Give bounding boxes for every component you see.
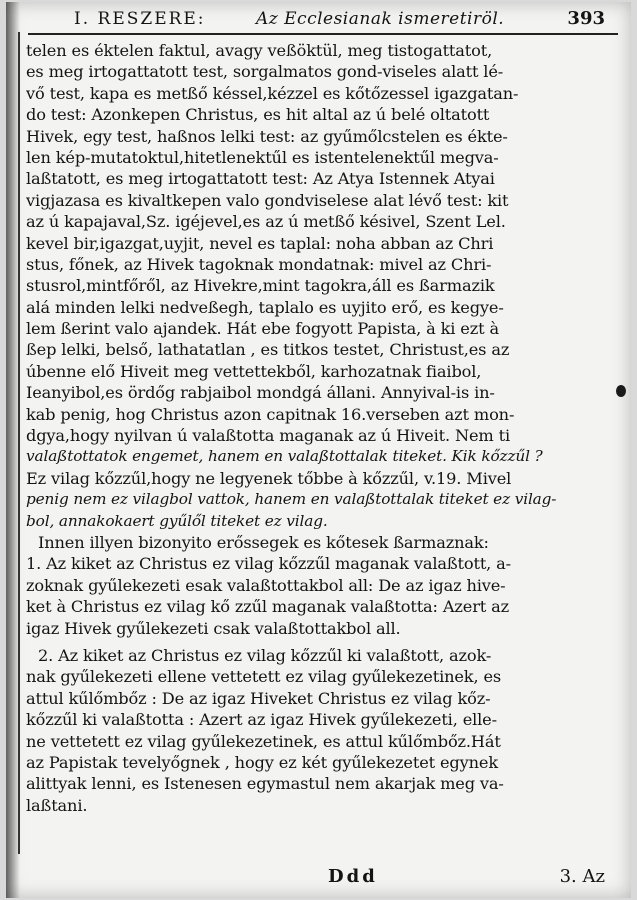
body-text xyxy=(26,40,618,816)
text-line: 1. Az kiket az Christus ez vilag kőzzűl maganak valaßtott, a- xyxy=(26,554,511,574)
signature-mark: Ddd xyxy=(328,866,378,887)
text-line: stusrol,mintfőről, az Hivekre,mint tagokra,áll es ßarmazik xyxy=(26,276,495,296)
text-line: len kép-mutatoktul,hitetlenektűl es istentelenektűl megva- xyxy=(26,147,499,167)
page-footer xyxy=(6,864,631,892)
text-line: vigjazasa es kivaltkepen valo gondviselese alat lévő test: kit xyxy=(26,190,509,210)
text-line: kab penig, hog Christus azon capitnak 16.verseben azt mon- xyxy=(26,404,515,424)
text-line: 2. Az kiket az Christus ez vilag kőzzűl ki valaßtott, azok- xyxy=(38,645,492,665)
frame-rule-left xyxy=(18,32,20,854)
text-line: nak gyűlekezeti ellene vettetett ez vilag gyűlekezetinek, es xyxy=(26,667,502,687)
text-line: attul kűlőmbőz : De az igaz Hiveket Christus ez vilag kőz- xyxy=(26,688,491,708)
book-page xyxy=(6,2,631,898)
text-line: bol, annakokaert gyűlől titeket ez vilag. xyxy=(26,511,328,530)
text-line: ßep lelki, belső, lathatatlan , es titkos testet, Christust,es az xyxy=(26,340,510,360)
text-line: dgya,hogy nyilvan ú valaßtotta maganak az ú Hiveit. Nem ti xyxy=(26,426,510,446)
text-line: az Papistak tevelyőgnek , hogy ez két gyűlekezetet egynek xyxy=(26,752,498,772)
text-line: igaz Hivek gyűlekezeti csak valaßtottakbol all. xyxy=(26,618,401,638)
catchword: 3. Az xyxy=(559,866,605,887)
text-line: kőzzűl ki valaßtotta : Azert az igaz Hivek gyűlekezeti, elle- xyxy=(26,710,497,730)
text-line: vő test, kapa es metßő késsel,kézzel es kőtőzessel igazgatan- xyxy=(26,83,519,103)
header-part: I. RESZERE: xyxy=(74,9,206,29)
text-line: laßtani. xyxy=(26,795,88,815)
text-line: penig nem ez vilagbol vattok, hanem en valaßtottalak titeket ez vilag- xyxy=(26,490,557,509)
header-title: Az Ecclesianak ismeretiröl. xyxy=(256,9,505,29)
text-line: ne vettetett ez vilag gyűlekezetinek, es attul kűlőmbőz.Hát xyxy=(26,731,501,751)
running-header xyxy=(46,5,556,33)
ink-smudge xyxy=(616,385,626,397)
text-line: ket à Christus ez vilag kő zzűl maganak valaßtotta: Azert az xyxy=(26,597,510,617)
text-line: telen es éktelen faktul, avagy veßöktül, meg tistogattatot, xyxy=(26,41,493,60)
header-rule xyxy=(28,33,618,35)
text-line: laßtatott, es meg irtogattatott test: Az Atya Istennek Atyai xyxy=(26,169,495,189)
text-line: az ú kapajaval,Sz. igéjevel,es az ú metßő késivel, Szent Lel. xyxy=(26,212,506,232)
text-line: stus, főnek, az Hivek tagoknak mondatnak: mivel az Chri- xyxy=(26,254,492,274)
text-line: lem ßerint valo ajandek. Hát ebe fogyott Papista, à ki ezt à xyxy=(26,319,499,339)
text-line: do test: Azonkepen Christus, es hit altal az ú belé oltatott xyxy=(26,105,490,125)
text-line: úbenne elő Hiveit meg vettettekből, karhozatnak fiaibol, xyxy=(26,361,482,381)
text-line: alittyak lenni, es Istenesen egymastul nem akarjak meg va- xyxy=(26,774,504,794)
text-line: Hivek, egy test, haßnos lelki test: az gyűmőlcstelen es ékte- xyxy=(26,126,508,146)
page-number: 393 xyxy=(567,8,605,29)
text-line: zoknak gyűlekezeti esak valaßtottakbol all: De az igaz hive- xyxy=(26,575,506,595)
text-line: Ieanyibol,es ördőg rabjaibol mondgá állani. Annyival-is in- xyxy=(26,383,495,403)
text-line: alá minden lelki nedveßegh, taplalo es uyjito erő, es kegye- xyxy=(26,297,504,317)
text-line: kevel bir,igazgat,uyjit, nevel es taplal: noha abban az Chri xyxy=(26,233,494,253)
text-line: Ez vilag kőzzűl,hogy ne legyenek tőbbe à kőzzűl, v.19. Mivel xyxy=(26,468,512,488)
text-line: Innen illyen bizonyito erőssegek es kőtesek ßarmaznak: xyxy=(38,532,489,552)
text-line: es meg irtogattatott test, sorgalmatos gond-viseles alatt lé- xyxy=(26,62,504,82)
text-line: valaßtottatok engemet, hanem en valaßtottalak titeket. Kik kőzzűl ? xyxy=(26,447,543,466)
